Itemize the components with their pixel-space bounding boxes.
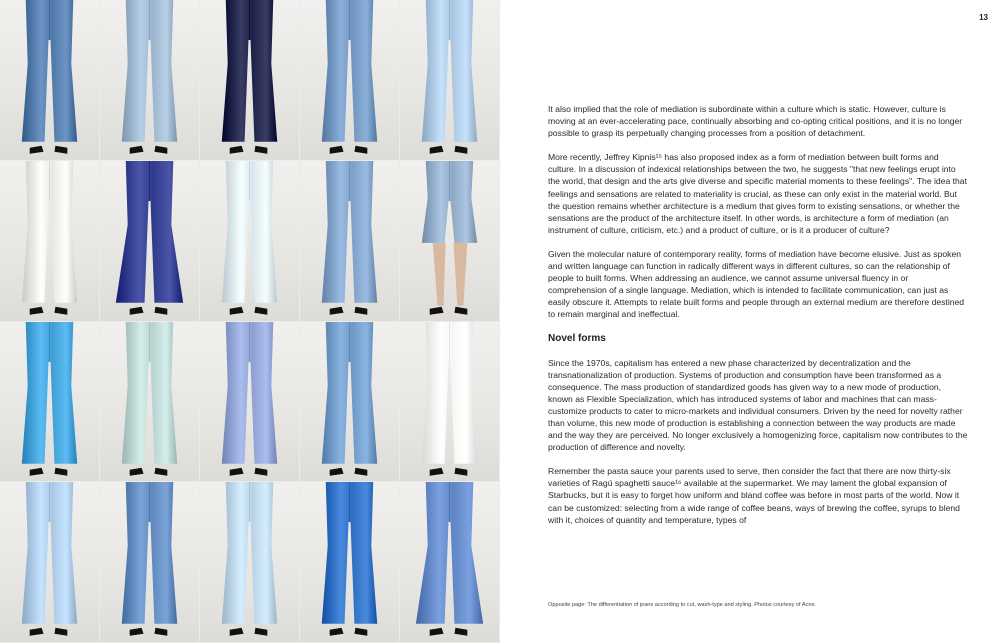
- jeans-photo: [200, 0, 299, 160]
- paragraph-2: More recently, Jeffrey Kipnis¹⁵ has also proposed index as a form of mediation between built forms and culture. In a discussion of indexical relationships between the two, he suggests "that new feelings erupt into the world, that design and the arts give diverse and specific material moments to these feelings". The idea that feelings and sensations are related to materiality is crucial, as these can only exist in the material world. But the question remains whether architecture is a medium that gives form to existing sensations, or whether the sensations are the product of the architecture itself. In other words, is architecture a form of mediation (an instrument of culture, criticism, etc.) and a product of culture, or is it a producer of culture?: [548, 152, 967, 235]
- jeans-photo: [400, 0, 499, 160]
- jeans-photo: [300, 482, 399, 642]
- paragraph-5: Remember the pasta sauce your parents used to serve, then consider the fact that there are now thirty-six varieties of Ragú spaghetti sauce¹⁶ available at the supermarket. We may lament the global expansion of Starbucks, but it is easy to forget how uniform and bland coffee was before in most parts of the world. Now it can be customized: selecting from a wide range of coffee beans, ways of brewing the coffee, syrups to blend with it, choices of quantity and temperature, types of: [548, 466, 960, 525]
- section-heading: Novel forms: [548, 332, 606, 344]
- jeans-photo: [300, 161, 399, 321]
- jeans-photo: [100, 482, 199, 642]
- photo-caption: Opposite page: The differentiation of jeans according to cut, wash-type and styling. Photos courtesy of Acne.: [548, 602, 817, 608]
- jeans-photo: [100, 322, 199, 482]
- right-page: [500, 0, 1000, 643]
- jeans-photo: [100, 0, 199, 160]
- jeans-photo: [0, 0, 99, 160]
- paragraph-3: Given the molecular nature of contemporary reality, forms of mediation have become elusive. Just as spoken and written language can function in radically different ways in different cultures, so can the relationship of people to built forms. When addressing an audience, we cannot assume universal fluency in or comprehension of a single language. Mediation, which is intended to facilitate communication, can just as easily obscure it. Attempts to relate built forms and people through an external medium are therefore destined to remain marginal and ineffectual.: [548, 248, 965, 320]
- jeans-photo: [400, 322, 499, 482]
- jeans-photo: [0, 482, 99, 642]
- jeans-photo: [200, 161, 299, 321]
- jeans-photo: [300, 322, 399, 482]
- paragraph-4: Since the 1970s, capitalism has entered a new phase characterized by decentralization and the transnationalization of production. Systems of production and consumption have been transformed as a consequence. The mass production of standardized goods has given way to a new mode of production, known as Flexible Specialization, which has introduced systems of labor and machines that can mass-customize products to cater to micro-markets and individual consumers. Driven by the need for novelty rather than volume, this new mode of production is establishing a connection between the way products are made and the way they are perceived. No longer exclusively a homogenizing force, capitalism now contributes to the production of difference and novelty.: [548, 357, 968, 453]
- jeans-photo: [200, 482, 299, 642]
- jeans-photo: [300, 0, 399, 160]
- page-number: 13: [979, 13, 988, 22]
- jeans-photo: [0, 161, 99, 321]
- jeans-photo: [100, 161, 199, 321]
- jeans-photo: [200, 322, 299, 482]
- jeans-photo: [0, 322, 99, 482]
- jeans-photo: [400, 482, 499, 642]
- jeans-photo: [400, 161, 499, 321]
- paragraph-1: It also implied that the role of mediation is subordinate within a culture which is static. However, culture is moving at an ever-accelerating pace, continually absorbing and co-opting critical positions, and it is no longer possible to grasp its perpetually changing processes from a position of detachment.: [548, 104, 963, 139]
- body-text-column: [548, 103, 968, 538]
